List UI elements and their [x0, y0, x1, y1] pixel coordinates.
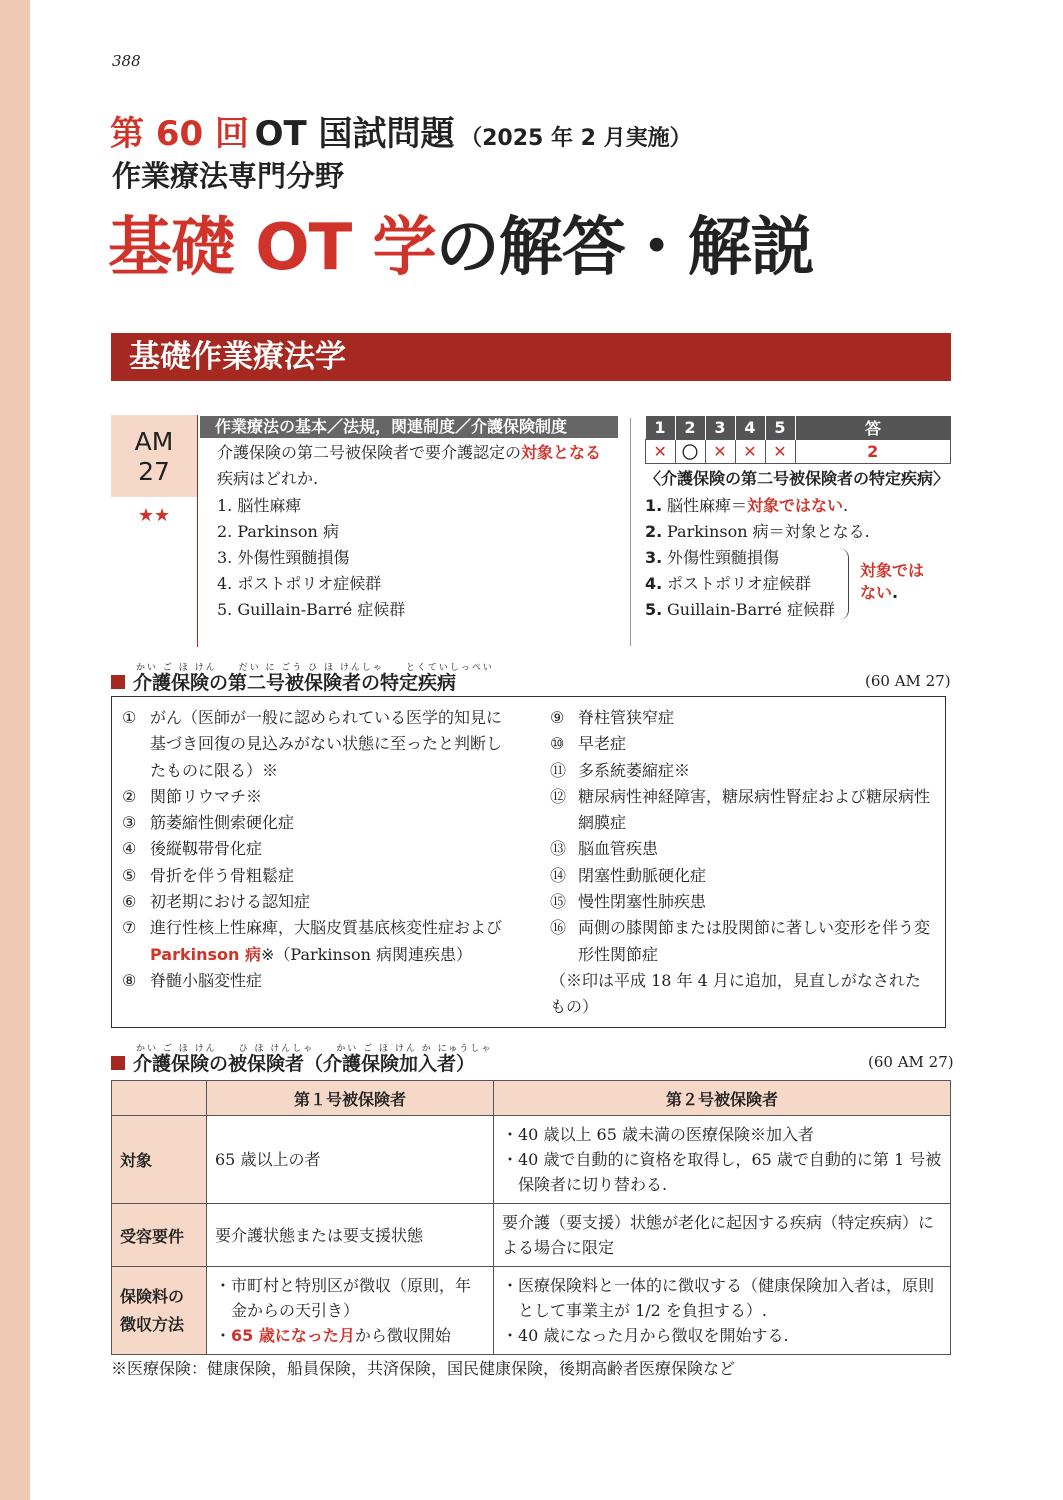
- list-text: 初老期における認知症: [150, 892, 311, 912]
- list-number: ⑧: [122, 970, 137, 990]
- row-header-line: 徴収方法: [120, 1314, 185, 1334]
- list-number: ⑩: [550, 734, 565, 754]
- question-text-post: 疾病はどれか.: [217, 469, 319, 488]
- answer-header: 5: [765, 416, 795, 440]
- list-number: ⑭: [550, 865, 567, 885]
- list-text: 関節リウマチ※: [150, 786, 263, 806]
- diseases-right-column: [550, 705, 935, 1021]
- list-number: ③: [122, 813, 137, 833]
- correct-answer: 2: [795, 440, 951, 464]
- brace-note-line2: ない: [860, 583, 893, 602]
- list-item: [550, 731, 935, 757]
- list-item: [550, 889, 935, 915]
- explanation-number: 3.: [645, 548, 663, 567]
- explanation-item: [645, 519, 870, 545]
- question-index: 27: [138, 457, 170, 486]
- explanation-number: 4.: [645, 574, 663, 593]
- diseases-box: [111, 696, 946, 1028]
- page-title-black: の解答・解説: [435, 211, 814, 285]
- list-item: [122, 968, 502, 994]
- table-cell: [494, 1267, 951, 1355]
- column-divider: [630, 418, 631, 646]
- page-title-red: 基礎 OT 学: [108, 211, 436, 285]
- list-text: 脳血管疾患: [578, 839, 659, 859]
- table-row: [112, 1204, 951, 1267]
- section-header: 基礎作業療法学: [111, 333, 951, 381]
- explanation-list: [645, 493, 870, 623]
- table-footnote: ※医療保険：健康保険，船員保険，共済保険，国民健康保険，後期高齢者医療保険など: [111, 1359, 736, 1378]
- cell-line: ・40 歳以上 65 歳未満の医療保険※加入者: [502, 1125, 814, 1144]
- diseases-heading: [111, 668, 456, 695]
- explanation-text: Guillain-Barré 症候群: [667, 600, 835, 619]
- list-number: ⑥: [122, 892, 137, 912]
- list-text: 慢性閉塞性肺疾患: [578, 892, 707, 912]
- list-item: [550, 705, 935, 731]
- explanation-number: 5.: [645, 600, 663, 619]
- heading-marker: [111, 1056, 125, 1070]
- explanation-item: [645, 545, 870, 571]
- explanation-item: [645, 571, 870, 597]
- list-number: ⑤: [122, 865, 137, 885]
- question-text-pre: 介護保険の第二号被保険者で要介護認定の: [217, 443, 522, 462]
- furigana: かい ご ほ けん ひ ほ けんしゃ かい ご ほ けん か にゅうしゃ: [136, 1044, 493, 1054]
- page-number: 388: [112, 52, 141, 70]
- answer-table: [645, 416, 951, 464]
- difficulty-stars: ★★: [137, 505, 171, 526]
- answer-mark: ✕: [646, 440, 676, 464]
- choice-item: 4. ポストポリオ症候群: [217, 574, 382, 593]
- explanation-title: 〈介護保険の第二号被保険者の特定疾病〉: [645, 469, 950, 488]
- list-item: [122, 915, 502, 968]
- list-text: 脊柱管狭窄症: [578, 708, 675, 727]
- choice-item: 3. 外傷性頸髄損傷: [217, 548, 350, 567]
- cell-line: ・40 歳になった月から徴収を開始する.: [502, 1326, 789, 1345]
- brace-note-end: .: [892, 583, 899, 602]
- column-header: 第１号被保険者: [207, 1081, 494, 1116]
- list-item: [122, 784, 502, 810]
- question-text-red: 対象となる: [521, 443, 602, 462]
- answer-header: 2: [675, 416, 705, 440]
- table-cell: 65 歳以上の者: [207, 1116, 494, 1204]
- reference-label: (60 AM 27): [865, 672, 951, 690]
- answer-mark: ✕: [735, 440, 765, 464]
- choice-list: [217, 493, 405, 623]
- list-number: ⑮: [550, 892, 567, 912]
- answer-header: 1: [646, 416, 676, 440]
- explanation-text: ポストポリオ症候群: [667, 574, 811, 593]
- exam-round: 第 60 回: [110, 114, 249, 154]
- list-number: ⑫: [550, 786, 567, 806]
- cell-line-red: 65 歳になった月: [231, 1326, 355, 1345]
- list-number: ①: [122, 708, 137, 727]
- list-item: [550, 915, 935, 968]
- cell-line: ・医療保険料と一体的に徴収する（健康保険加入者は，原則として事業主が 1/2 を負担する）.: [502, 1276, 935, 1320]
- list-item: [550, 784, 935, 837]
- list-item: [122, 889, 502, 915]
- heading-marker: [111, 675, 125, 689]
- list-text-part: ※（Parkinson 病関連疾患）: [260, 944, 472, 964]
- explanation-text: 外傷性頸髄損傷: [667, 548, 780, 567]
- list-number: ⑨: [550, 708, 565, 727]
- row-header: 受容要件: [112, 1204, 207, 1267]
- list-text: がん（医師が一般に認められている医学的知見に基づき回復の見込みがない状態に至ったと判断したものに限る）※: [150, 708, 503, 780]
- list-text: 後縦靱帯骨化症: [150, 839, 263, 859]
- row-header-line: 保険料の: [120, 1286, 185, 1306]
- list-item: [550, 758, 935, 784]
- list-text: 骨折を伴う骨粗鬆症: [150, 865, 295, 885]
- explanation-number: 2.: [645, 522, 663, 541]
- answer-header: 3: [705, 416, 735, 440]
- explanation-item: [645, 597, 870, 623]
- answer-mark: 〇: [675, 440, 705, 464]
- explanation-item: [645, 493, 870, 519]
- list-text: [150, 915, 502, 968]
- table-corner: [112, 1081, 207, 1116]
- question-number: [111, 415, 197, 497]
- exam-subtitle: 作業療法専門分野: [112, 159, 345, 193]
- list-number: ④: [122, 839, 137, 859]
- table-row: [112, 1267, 951, 1355]
- diseases-left-column: [122, 705, 502, 994]
- column-header: 第２号被保険者: [494, 1081, 951, 1116]
- answer-header: 4: [735, 416, 765, 440]
- question-session: AM: [134, 427, 174, 456]
- table-cell: [207, 1267, 494, 1355]
- cell-line: ・40 歳で自動的に資格を取得し，65 歳で自動的に第 1 号被保険者に切り替わる.: [502, 1150, 942, 1194]
- list-text: 筋萎縮性側索硬化症: [150, 813, 295, 833]
- row-header: 対象: [112, 1116, 207, 1204]
- insured-heading-text: 介護保険の被保険者（介護保険加入者）: [133, 1053, 476, 1075]
- brace-note-line1: 対象では: [860, 561, 925, 580]
- insured-heading: [111, 1049, 475, 1076]
- cell-line-part: から徴収開始: [354, 1326, 451, 1345]
- list-footnote: （※印は平成 18 年 4 月に追加，見直しがなされたもの）: [550, 970, 921, 1017]
- list-text: 両側の膝関節または股関節に著しい変形を伴う変形性関節症: [578, 918, 931, 964]
- question-text: [217, 440, 617, 492]
- choice-item: 2. Parkinson 病: [217, 522, 339, 541]
- brace-note: [860, 560, 924, 604]
- answer-mark: ✕: [765, 440, 795, 464]
- row-header: [112, 1267, 207, 1355]
- list-number: ⑪: [550, 760, 567, 780]
- list-text-part: 進行性核上性麻痺，大脳皮質基底核変性症および: [150, 918, 503, 938]
- reference-label: (60 AM 27): [868, 1053, 954, 1071]
- explanation-red: 対象ではない: [747, 496, 844, 515]
- explanation-text: 脳性麻痺＝: [667, 496, 748, 515]
- choice-item: 5. Guillain-Barré 症候群: [217, 600, 406, 619]
- furigana: かい ご ほ けん だい に ごう ひ ほ けんしゃ とくていしっぺい: [136, 663, 494, 673]
- exam-name: OT 国試問題: [254, 114, 455, 154]
- grouping-brace: [838, 548, 849, 620]
- list-text-red: Parkinson 病: [150, 944, 261, 964]
- list-item: [122, 863, 502, 889]
- question-category: 作業療法の基本／法規，関連制度／介護保険制度: [200, 416, 618, 438]
- answer-header: 答: [795, 416, 951, 440]
- list-item: [122, 810, 502, 836]
- list-number: ⑯: [550, 918, 567, 938]
- question-label-box: [111, 415, 198, 647]
- table-cell: [494, 1116, 951, 1204]
- list-item: [550, 863, 935, 889]
- list-number: ⑬: [550, 839, 567, 859]
- page-edge-band: [0, 0, 30, 1500]
- table-cell: 要介護状態または要支援状態: [207, 1204, 494, 1267]
- choice-item: 1. 脳性麻痺: [217, 496, 302, 515]
- insured-table: [111, 1080, 951, 1355]
- table-row: [112, 1116, 951, 1204]
- exam-date: （2025 年 2 月実施）: [460, 126, 692, 151]
- cell-line: [215, 1323, 485, 1348]
- list-text: 多系統萎縮症※: [578, 760, 691, 780]
- list-item: [550, 836, 935, 862]
- explanation-end: .: [843, 496, 849, 515]
- page-title: [108, 196, 814, 288]
- diseases-heading-text: 介護保険の第二号被保険者の特定疾病: [133, 672, 457, 694]
- cell-line: ・市町村と特別区が徴収（原則，年金からの天引き）: [215, 1276, 472, 1320]
- exam-title: [110, 106, 692, 155]
- explanation-number: 1.: [645, 496, 663, 515]
- table-cell: 要介護（要支援）状態が老化に起因する疾病（特定疾病）による場合に限定: [494, 1204, 951, 1267]
- list-text: 早老症: [578, 734, 627, 754]
- answer-mark: ✕: [705, 440, 735, 464]
- list-number: ②: [122, 786, 137, 806]
- list-number: ⑦: [122, 918, 137, 938]
- list-text: 脊髄小脳変性症: [150, 970, 263, 990]
- list-text: 閉塞性動脈硬化症: [578, 865, 707, 885]
- cell-line-part: ・: [215, 1326, 232, 1345]
- explanation-text: Parkinson 病＝対象となる.: [667, 522, 870, 541]
- list-item: [122, 836, 502, 862]
- list-item: [122, 705, 502, 784]
- list-text: 糖尿病性神経障害，糖尿病性腎症および糖尿病性網膜症: [578, 786, 931, 833]
